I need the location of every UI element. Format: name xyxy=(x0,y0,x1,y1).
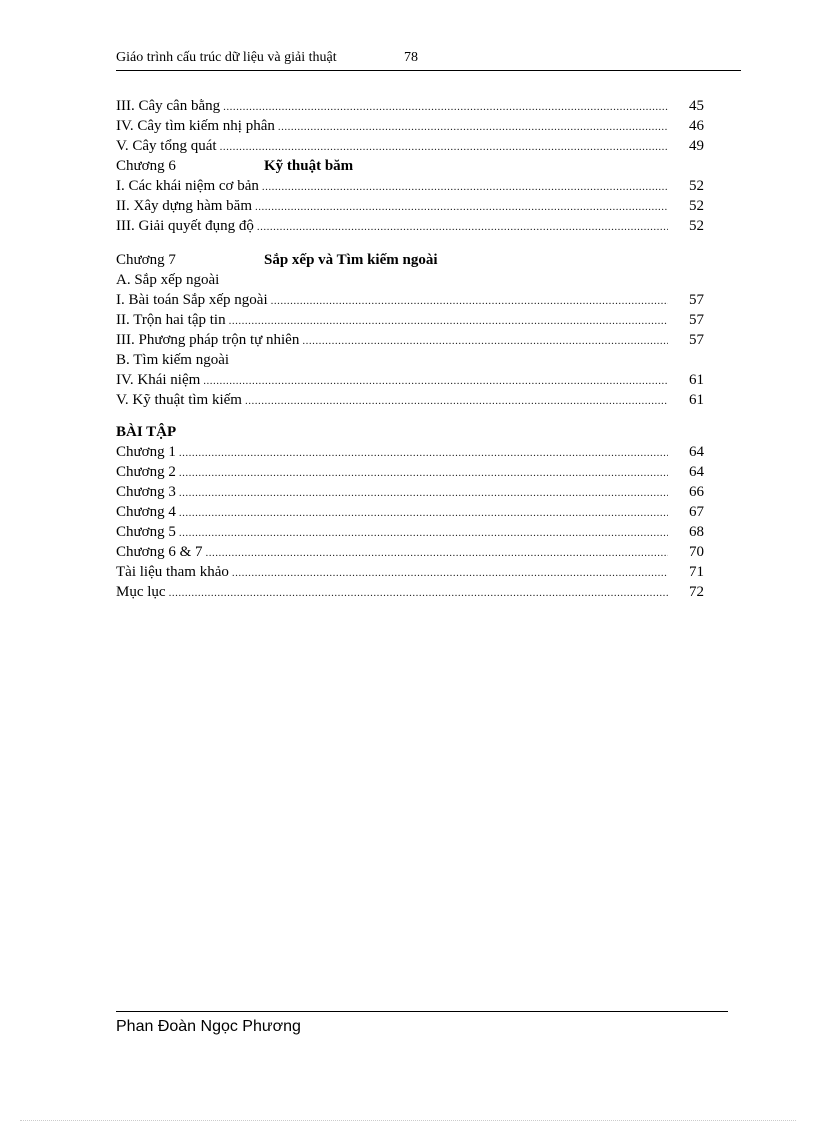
dot-leader xyxy=(302,331,668,351)
dot-leader xyxy=(179,523,668,543)
toc-entry-page: 72 xyxy=(689,584,704,600)
chapter-heading xyxy=(116,156,704,176)
toc-entry-label: Chương 4 xyxy=(116,504,176,520)
toc-entry-label: IV. Khái niệm xyxy=(116,372,201,388)
dot-leader xyxy=(203,371,668,391)
toc-entry-label: II. Xây dựng hàm băm xyxy=(116,198,253,214)
chapter-title: Kỹ thuật băm xyxy=(264,158,354,174)
toc-entry-page: 46 xyxy=(689,118,704,134)
dot-leader xyxy=(278,117,668,137)
toc-entry-label: V. Cây tổng quát xyxy=(116,138,217,154)
toc-entry xyxy=(116,116,704,136)
toc-entry-page: 57 xyxy=(689,312,704,328)
toc-entry xyxy=(116,582,704,602)
toc-entry-page: 57 xyxy=(689,292,704,308)
toc-entry-label: III. Phương pháp trộn tự nhiên xyxy=(116,332,300,348)
toc-entry-label: V. Kỹ thuật tìm kiếm xyxy=(116,392,242,408)
toc-entry-page: 67 xyxy=(689,504,704,520)
table-of-contents xyxy=(116,96,704,602)
toc-entry-label: Tài liệu tham khảo xyxy=(116,564,229,580)
toc-entry-label: I. Các khái niệm cơ bản xyxy=(116,178,259,194)
toc-entry-page: 70 xyxy=(689,544,704,560)
toc-entry xyxy=(116,442,704,462)
toc-entry-page: 52 xyxy=(689,178,704,194)
toc-entry xyxy=(116,330,704,350)
toc-entry-page: 68 xyxy=(689,524,704,540)
toc-entry xyxy=(116,562,704,582)
toc-entry xyxy=(116,390,704,410)
toc-entry-page: 61 xyxy=(689,392,704,408)
toc-entry-label: Chương 3 xyxy=(116,484,176,500)
toc-entry-page: 66 xyxy=(689,484,704,500)
toc-entry-page: 64 xyxy=(689,464,704,480)
exercises-heading: BÀI TẬP xyxy=(116,424,177,440)
dot-leader xyxy=(220,137,668,157)
toc-entry-page: 52 xyxy=(689,198,704,214)
toc-entry xyxy=(116,482,704,502)
toc-entry xyxy=(116,290,704,310)
toc-entry-label: III. Cây cân bằng xyxy=(116,98,221,114)
toc-entry-page: 52 xyxy=(689,218,704,234)
toc-entry-page: 49 xyxy=(689,138,704,154)
spacer xyxy=(116,410,704,422)
toc-entry-label: Chương 2 xyxy=(116,464,176,480)
toc-entry-label: III. Giải quyết đụng độ xyxy=(116,218,254,234)
dot-leader xyxy=(232,563,668,583)
chapter-label: Chương 7 xyxy=(116,252,176,268)
footer-divider xyxy=(116,1011,728,1012)
toc-entry-label: Mục lục xyxy=(116,584,166,600)
page-header xyxy=(116,48,741,71)
dot-leader xyxy=(179,503,668,523)
chapter-title: Sắp xếp và Tìm kiếm ngoài xyxy=(264,252,438,268)
dot-leader xyxy=(179,463,668,483)
toc-entry-label: Chương 1 xyxy=(116,444,176,460)
toc-entry-label: IV. Cây tìm kiếm nhị phân xyxy=(116,118,275,134)
dot-leader xyxy=(223,97,668,117)
toc-entry xyxy=(116,542,704,562)
dot-leader xyxy=(179,483,668,503)
toc-entry xyxy=(116,370,704,390)
dot-leader xyxy=(179,443,668,463)
section-heading: A. Sắp xếp ngoài xyxy=(116,272,220,288)
dot-leader xyxy=(229,311,668,331)
toc-entry xyxy=(116,502,704,522)
toc-entry-label: Chương 6 & 7 xyxy=(116,544,203,560)
dot-leader xyxy=(262,177,668,197)
chapter-heading xyxy=(116,250,704,270)
toc-entry-page: 57 xyxy=(689,332,704,348)
dot-leader xyxy=(271,291,668,311)
section-heading: B. Tìm kiếm ngoài xyxy=(116,352,230,368)
toc-entry xyxy=(116,462,704,482)
header-page-number: 78 xyxy=(404,50,418,65)
toc-entry xyxy=(116,96,704,116)
toc-entry-label: II. Trộn hai tập tin xyxy=(116,312,226,328)
toc-entry-page: 61 xyxy=(689,372,704,388)
toc-entry-page: 64 xyxy=(689,444,704,460)
dot-leader xyxy=(257,217,668,237)
dot-leader xyxy=(169,583,668,603)
dot-leader xyxy=(245,391,668,411)
chapter-label: Chương 6 xyxy=(116,158,176,174)
toc-entry xyxy=(116,176,704,196)
spacer xyxy=(116,236,704,250)
toc-entry xyxy=(116,310,704,330)
dot-leader xyxy=(205,543,668,563)
toc-entry xyxy=(116,136,704,156)
toc-entry-label: Chương 5 xyxy=(116,524,176,540)
dot-leader xyxy=(255,197,668,217)
page-bottom-border xyxy=(20,1120,796,1121)
toc-entry-label: I. Bài toán Sắp xếp ngoài xyxy=(116,292,268,308)
toc-entry-page: 45 xyxy=(689,98,704,114)
header-title: Giáo trình cấu trúc dữ liệu và giải thuật xyxy=(116,50,337,65)
toc-entry-page: 71 xyxy=(689,564,704,580)
toc-entry xyxy=(116,196,704,216)
toc-entry xyxy=(116,522,704,542)
footer-author: Phan Đoàn Ngọc Phương xyxy=(116,1018,301,1035)
toc-entry xyxy=(116,216,704,236)
